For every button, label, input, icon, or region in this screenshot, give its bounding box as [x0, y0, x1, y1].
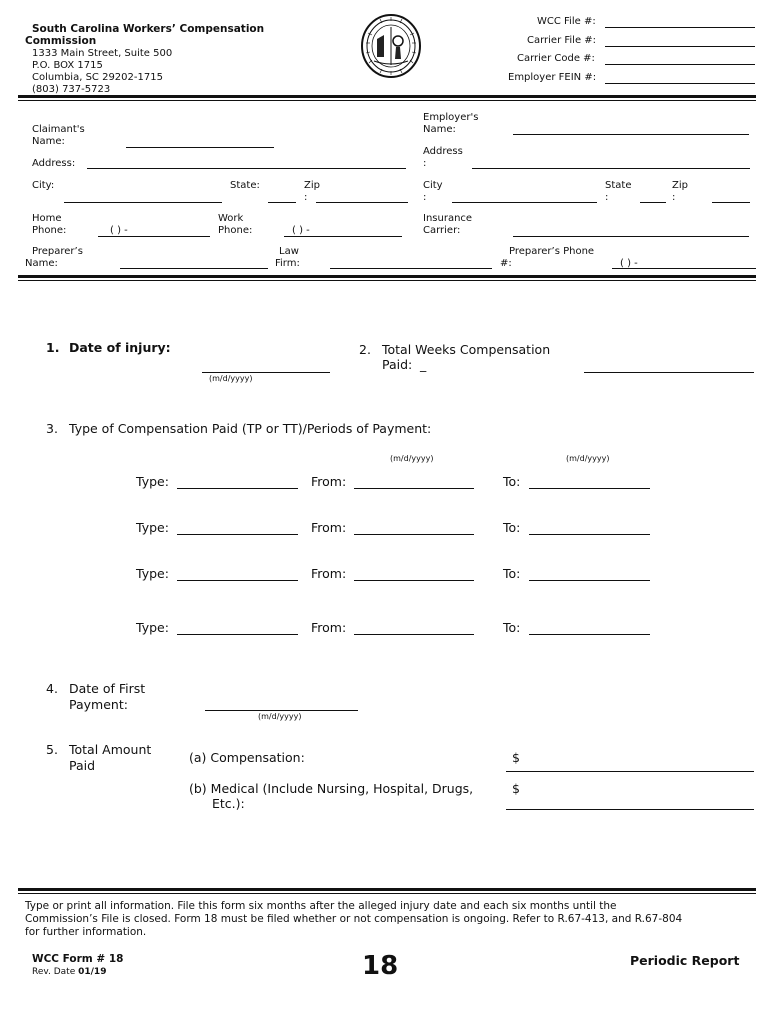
org-name-line2: Commission [25, 35, 97, 47]
section1-label-text: Date of injury: [69, 340, 171, 355]
claimant-state-label: State: [230, 180, 260, 191]
header-divider [18, 95, 756, 98]
employer-fein-label: Employer FEIN #: [508, 72, 597, 83]
org-address1: 1333 Main Street, Suite 500 [32, 48, 173, 59]
type-label-2: Type: [136, 520, 169, 535]
instructions-line1: Type or print all information. File this form six months after the alleged injury date and each six months until the [25, 900, 617, 912]
employer-zip-label: Zip [672, 180, 688, 191]
insurance-label-1: Insurance [423, 213, 473, 224]
rev-date [32, 966, 106, 978]
compensation-amount-field[interactable] [506, 771, 754, 772]
first-payment-date-hint: (m/d/yyyy) [258, 712, 302, 721]
from-label-4: From: [311, 620, 347, 635]
section5-num: 5. [46, 742, 58, 757]
claimant-name-label-2: Name: [32, 136, 65, 147]
claimant-zip-label: Zip [304, 180, 320, 191]
preparer-phone-label-2: #: [500, 258, 512, 269]
compensation-label: (a) Compensation: [189, 750, 305, 765]
org-phone: (803) 737-5723 [32, 84, 111, 95]
law-firm-field[interactable] [330, 268, 492, 269]
org-address3: Columbia, SC 29202-1715 [32, 72, 163, 83]
to-label-3: To: [503, 566, 521, 581]
sc-state-seal-icon [360, 13, 422, 79]
org-name-line1: South Carolina Workers’ Compensation [32, 23, 265, 35]
to-field-2[interactable] [529, 534, 650, 535]
section2-label-1: Total Weeks Compensation [382, 342, 551, 357]
from-field-1[interactable] [354, 488, 474, 489]
employer-state-label: State [605, 180, 632, 191]
rev-date-value: 01/19 [78, 967, 107, 977]
preparer-phone-field[interactable] [612, 268, 756, 269]
to-label-2: To: [503, 520, 521, 535]
org-name [32, 23, 264, 35]
instructions-line3: for further information. [25, 926, 147, 938]
employer-zip-colon: : [672, 192, 676, 203]
employer-address-field[interactable] [472, 168, 750, 169]
carrier-file-field[interactable] [605, 46, 755, 47]
work-phone-field[interactable] [284, 236, 402, 237]
to-date-hint: (m/d/yyyy) [566, 454, 610, 463]
header-divider-thin [18, 100, 756, 101]
type-field-4[interactable] [177, 634, 298, 635]
employer-name-field[interactable] [513, 134, 749, 135]
from-field-2[interactable] [354, 534, 474, 535]
parties-divider [18, 275, 756, 278]
carrier-file-label: Carrier File #: [527, 35, 597, 46]
section2-label-2: Paid: [382, 357, 413, 372]
medical-label-2: Etc.): [212, 796, 245, 811]
section2-underscore: _ [420, 357, 427, 372]
instructions-line2: Commission’s File is closed. Form 18 must be filed whether or not compensation is ongoing. Refer to R.67-413, and R.67-804 [25, 913, 683, 925]
section1-num [46, 340, 59, 355]
claimant-city-field[interactable] [64, 202, 222, 203]
home-phone-label-1: Home [32, 213, 62, 224]
section5-label-1: Total Amount [69, 742, 152, 757]
compensation-dollar: $ [512, 750, 520, 765]
preparer-name-label-1: Preparer’s [32, 246, 83, 257]
section4-num: 4. [46, 681, 58, 696]
type-field-3[interactable] [177, 580, 298, 581]
from-field-4[interactable] [354, 634, 474, 635]
work-phone-label-2: Phone: [218, 225, 253, 236]
employer-name-label-2: Name: [423, 124, 456, 135]
insurance-carrier-field[interactable] [513, 236, 749, 237]
employer-address-label-2: : [423, 158, 427, 169]
law-firm-label-1: Law [279, 246, 299, 257]
from-field-3[interactable] [354, 580, 474, 581]
section1-label [69, 340, 171, 355]
wcc-file-label: WCC File #: [537, 16, 596, 27]
report-title [630, 953, 739, 968]
employer-zip-field[interactable] [712, 202, 750, 203]
form-number-large [362, 951, 398, 981]
home-phone-mask: ( ) - [110, 225, 128, 236]
to-field-1[interactable] [529, 488, 650, 489]
from-label-2: From: [311, 520, 347, 535]
preparer-name-field[interactable] [120, 268, 268, 269]
home-phone-label-2: Phone: [32, 225, 67, 236]
type-label-4: Type: [136, 620, 169, 635]
insurance-label-2: Carrier: [423, 225, 461, 236]
claimant-address-label: Address: [32, 158, 76, 169]
org-name-2 [25, 35, 96, 47]
law-firm-label-2: Firm: [275, 258, 300, 269]
rev-date-label: Rev. Date [32, 967, 76, 977]
work-phone-label-1: Work [218, 213, 244, 224]
type-label-1: Type: [136, 474, 169, 489]
from-date-hint: (m/d/yyyy) [390, 454, 434, 463]
to-label-1: To: [503, 474, 521, 489]
date-of-injury-field[interactable] [202, 372, 330, 373]
employer-city-field[interactable] [452, 202, 597, 203]
type-field-2[interactable] [177, 534, 298, 535]
employer-state-field[interactable] [640, 202, 666, 203]
section4-label-2: Payment: [69, 697, 128, 712]
section1-num-text: 1. [46, 340, 60, 355]
preparer-phone-label-1: Preparer’s Phone [509, 246, 595, 257]
medical-dollar: $ [512, 781, 520, 796]
section5-label-2: Paid [69, 758, 96, 773]
claimant-zip-colon: : [304, 192, 308, 203]
from-label-1: From: [311, 474, 347, 489]
preparer-name-label-2: Name: [25, 258, 58, 269]
section3-label: Type of Compensation Paid (TP or TT)/Periods of Payment: [69, 421, 432, 436]
medical-amount-field[interactable] [506, 809, 754, 810]
employer-fein-field[interactable] [605, 83, 755, 84]
employer-address-label-1: Address [423, 146, 463, 157]
type-field-1[interactable] [177, 488, 298, 489]
footer-divider-thin [18, 893, 756, 894]
home-phone-field[interactable] [98, 236, 210, 237]
employer-state-colon: : [605, 192, 609, 203]
carrier-code-label: Carrier Code #: [517, 53, 595, 64]
form-number-text: 18 [362, 951, 399, 981]
claimant-zip-field[interactable] [316, 202, 408, 203]
carrier-code-field[interactable] [605, 64, 755, 65]
claimant-name-label-1: Claimant's [32, 124, 85, 135]
claimant-address-field[interactable] [87, 168, 406, 169]
wcc-file-field[interactable] [605, 27, 755, 28]
section3-num: 3. [46, 421, 58, 436]
to-label-4: To: [503, 620, 521, 635]
first-payment-date-field[interactable] [205, 710, 358, 711]
footer-divider [18, 888, 756, 891]
claimant-name-field[interactable] [126, 147, 274, 148]
parties-divider-thin [18, 280, 756, 281]
employer-city-colon: : [423, 192, 427, 203]
form-label-text: WCC Form # 18 [32, 953, 124, 965]
form-label [32, 953, 123, 965]
type-label-3: Type: [136, 566, 169, 581]
to-field-4[interactable] [529, 634, 650, 635]
work-phone-mask: ( ) - [292, 225, 310, 236]
org-address2: P.O. BOX 1715 [32, 60, 103, 71]
medical-label-1: (b) Medical (Include Nursing, Hospital, Drugs, [189, 781, 474, 796]
total-weeks-field[interactable] [584, 372, 754, 373]
section2-num: 2. [359, 342, 371, 357]
employer-city-label: City [423, 180, 443, 191]
preparer-phone-mask: ( ) - [620, 258, 638, 269]
from-label-3: From: [311, 566, 347, 581]
date-of-injury-hint: (m/d/yyyy) [209, 374, 253, 383]
to-field-3[interactable] [529, 580, 650, 581]
claimant-city-label: City: [32, 180, 55, 191]
section4-label-1: Date of First [69, 681, 146, 696]
report-title-text: Periodic Report [630, 953, 740, 968]
employer-name-label-1: Employer's [423, 112, 479, 123]
claimant-state-field[interactable] [268, 202, 296, 203]
